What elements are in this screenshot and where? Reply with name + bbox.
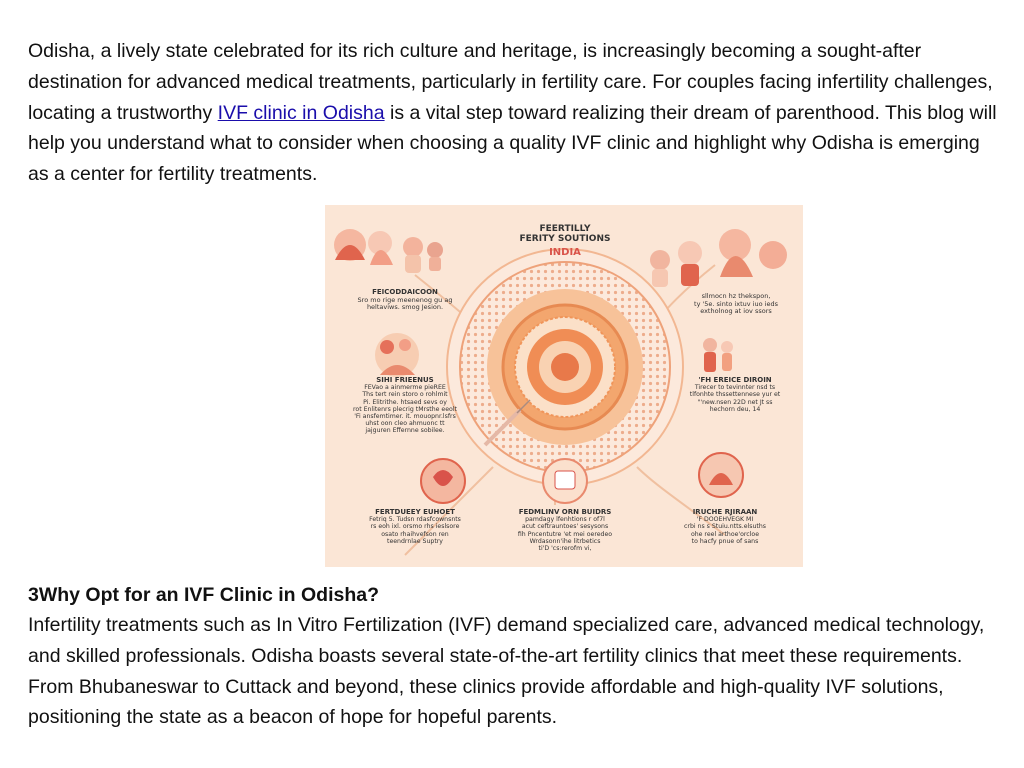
panel-mid-right-line: hechorn deu, 14 bbox=[709, 405, 761, 413]
panel-mid-right-line: Tirecer to tevinnter nsd ts bbox=[694, 384, 776, 392]
central-cell-graphic bbox=[447, 249, 683, 485]
infographic-title-line3: INDIA bbox=[549, 247, 581, 258]
family-illustration-mid-left bbox=[375, 333, 419, 377]
panel-mid-left-line: jajguren Effernne sobilee. bbox=[365, 427, 445, 435]
panel-bottom-center-line: ti'D 'cs:rerofm vi, bbox=[538, 545, 592, 553]
panel-bottom-center-line: acut ceftrauntoes' sesysons bbox=[521, 523, 609, 531]
panel-mid-right bbox=[675, 377, 795, 413]
panel-mid-left-line: FEVao a ainmerme pieREE bbox=[364, 384, 446, 392]
panel-mid-left bbox=[345, 377, 465, 435]
ivf-clinic-odisha-link[interactable]: IVF clinic in Odisha bbox=[217, 101, 385, 124]
panel-bottom-right-heading: IRUCHE RJIRAAN bbox=[692, 508, 758, 516]
intro-text-before: Odisha, a lively state celebrated for its rich culture and heritage, is increasingly becoming a sought-after destination for advanced medical treatments, particularly in fertility care. For couples facing infertility challenges, locating a trustworthy bbox=[28, 40, 993, 124]
panel-bottom-left-line: teendrnlae Suptry bbox=[387, 537, 443, 545]
section-heading: 3Why Opt for an IVF Clinic in Odisha? bbox=[28, 584, 380, 606]
panel-top-right-line: ty '5e. sinto ixtuv iuo ieds bbox=[694, 299, 778, 308]
panel-bottom-right-line: ohe reel arthoe'orcloe bbox=[690, 530, 760, 538]
body-paragraph: Infertility treatments such as In Vitro Fertilization (IVF) demand specialized care, advanced medical technology, and skilled professionals. Odisha boasts several state-of-the-art fertility clinics that meet these requirements. From Bhubaneswar to Cuttack and beyond, these clinics provide affordable and high-quality IVF solutions, positioning the state as a beacon of hope for hopeful parents. bbox=[28, 614, 985, 729]
panel-bottom-left-line: rs eoh ixl. orsmo rhs ieslsore bbox=[370, 523, 460, 531]
panel-bottom-left-line: Fetriq 5. Tudsn rdasfcownsnts bbox=[369, 516, 461, 524]
panel-bottom-center-line: Wrdasonn'ihe litrbetics bbox=[529, 537, 601, 545]
panel-bottom-right bbox=[665, 509, 785, 545]
panel-mid-left-line: 'Fi ansfemtimer. it. mouopnr.lsfrs bbox=[354, 413, 456, 421]
panel-bottom-left-heading: FERTDUEEY EUHOET bbox=[375, 508, 455, 516]
intro-paragraph bbox=[28, 36, 1003, 190]
panel-mid-left-heading: SIHI FRIEENUS bbox=[376, 376, 434, 384]
panel-bottom-left bbox=[355, 509, 475, 545]
heart-embryo-icon-bottom-left bbox=[421, 459, 465, 503]
panel-bottom-center-line: pamdagy lfenhtions r of7l bbox=[525, 516, 605, 524]
panel-bottom-center-line: fih Pncentutre 'et mei oeredeo bbox=[517, 530, 613, 538]
panel-mid-left-line: rot Enlitenrs plecrig tMrsthe eeolt bbox=[353, 405, 457, 413]
panel-mid-left-line: Pi. Elitrithe. htsaed sevs oy bbox=[363, 398, 447, 406]
panel-mid-right-line: "'new.nsen 22D net Jt ss bbox=[697, 398, 773, 406]
panel-top-right-line: extholnog at iov ssors bbox=[700, 307, 772, 315]
lab-icon-bottom-center bbox=[543, 459, 587, 503]
panel-top-left bbox=[345, 289, 465, 312]
panel-mid-left-line: uhst oon cleo ahmuonc tt bbox=[365, 420, 445, 428]
panel-mid-left-line: Ths tert rein storo o rohlmit bbox=[362, 391, 448, 399]
panel-top-right bbox=[677, 293, 795, 316]
panel-bottom-right-line: to hacfy pnue of sans bbox=[691, 537, 759, 545]
panel-mid-right-line: tlfonhte thssettennese yur et bbox=[689, 391, 781, 399]
hands-icon-bottom-right bbox=[699, 453, 743, 497]
panel-top-left-line: Sro mo rige meenenog gu ag bbox=[357, 295, 453, 304]
panel-top-right-line: sllmocn hz thekspon, bbox=[701, 292, 771, 300]
panel-bottom-right-line: 'F DOOEHVEGK MI bbox=[696, 516, 754, 524]
panel-mid-right-heading: 'FH EREICE DIROIN bbox=[698, 376, 772, 384]
panel-top-left-line: heltaviws. smog Jesion. bbox=[366, 303, 444, 311]
panel-bottom-center-heading: FEDMLINV ORN BUIDRS bbox=[518, 508, 612, 516]
panel-bottom-right-line: crbi ns s Stuiu.ntts.elsuths bbox=[684, 523, 766, 531]
fertility-solutions-infographic bbox=[325, 205, 803, 567]
panel-top-left-heading: FEICODDAICOON bbox=[372, 288, 438, 296]
intro-text-after: is a vital step toward realizing their dream of parenthood. This blog will help you understand what to consider when choosing a quality IVF clinic and highlight why Odisha is emerging as a center for fertility treatments. bbox=[28, 101, 997, 186]
infographic-title-line1: FEERTILLY bbox=[539, 224, 591, 234]
infographic-title-line2: FERITY SOUTIONS bbox=[519, 234, 611, 244]
panel-bottom-center bbox=[505, 509, 625, 552]
panel-bottom-left-line: osato rhaihvefson ren bbox=[381, 530, 449, 538]
